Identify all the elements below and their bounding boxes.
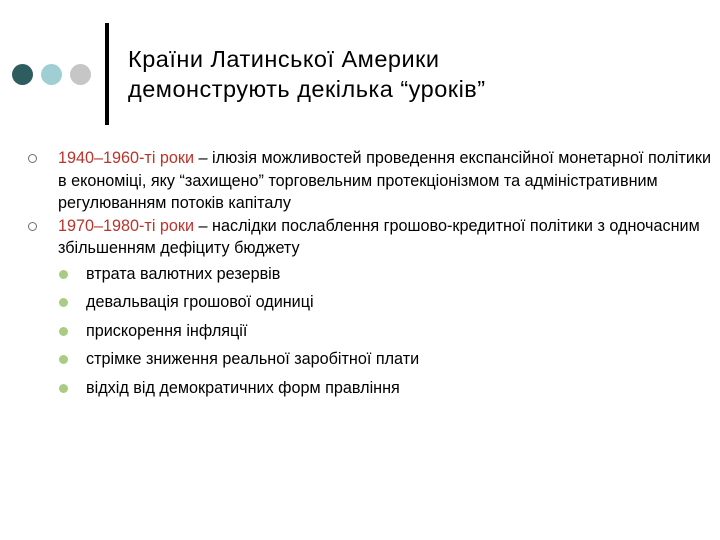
green-dot-bullet-icon [59,298,68,307]
slide-title-line-1: Країни Латинської Америки [128,46,440,72]
title-divider [105,23,109,125]
bullet-period: 1970–1980-ті роки [58,216,195,235]
slide-title-line-2: демонструють декілька “уроків” [128,76,486,102]
ring-bullet-icon [28,222,37,231]
decorative-dots [12,64,102,86]
sub-bullet-text: девальвація грошової одиниці [86,293,314,312]
ring-bullet-icon [28,154,37,163]
light-teal-dot-icon [41,64,62,85]
sub-bullet-item [22,374,712,403]
sub-bullet-text: стрімке зниження реальної заробітної плати [86,350,420,369]
dark-teal-dot-icon [12,64,33,85]
sub-bullet-text: відхід від демократичних форм правління [86,378,400,397]
sub-bullet-text: прискорення інфляції [86,321,248,340]
gray-dot-icon [70,64,91,85]
sub-bullet-text: втрата валютних резервів [86,264,281,283]
bullet-text: – наслідки послаблення грошово-кредитної політики з одночасним збільшенням дефіциту бюджету [58,216,700,258]
bullet-item [22,215,712,260]
green-dot-bullet-icon [59,355,68,364]
green-dot-bullet-icon [59,327,68,336]
sub-bullet-item [22,260,712,289]
green-dot-bullet-icon [59,384,68,393]
green-dot-bullet-icon [59,270,68,279]
bullet-text: – ілюзія можливостей проведення експансійної монетарної політики в економіці, яку “захищено” торговельним протекціонізмом та адміністративним регулюванням потоків капіталу [58,149,711,213]
sub-bullet-item [22,345,712,374]
bullet-period: 1940–1960-ті роки [58,149,195,167]
sub-bullet-item [22,288,712,317]
bullet-item [22,147,712,215]
slide-title [128,44,708,104]
sub-bullet-item [22,317,712,346]
slide-body [22,147,712,402]
